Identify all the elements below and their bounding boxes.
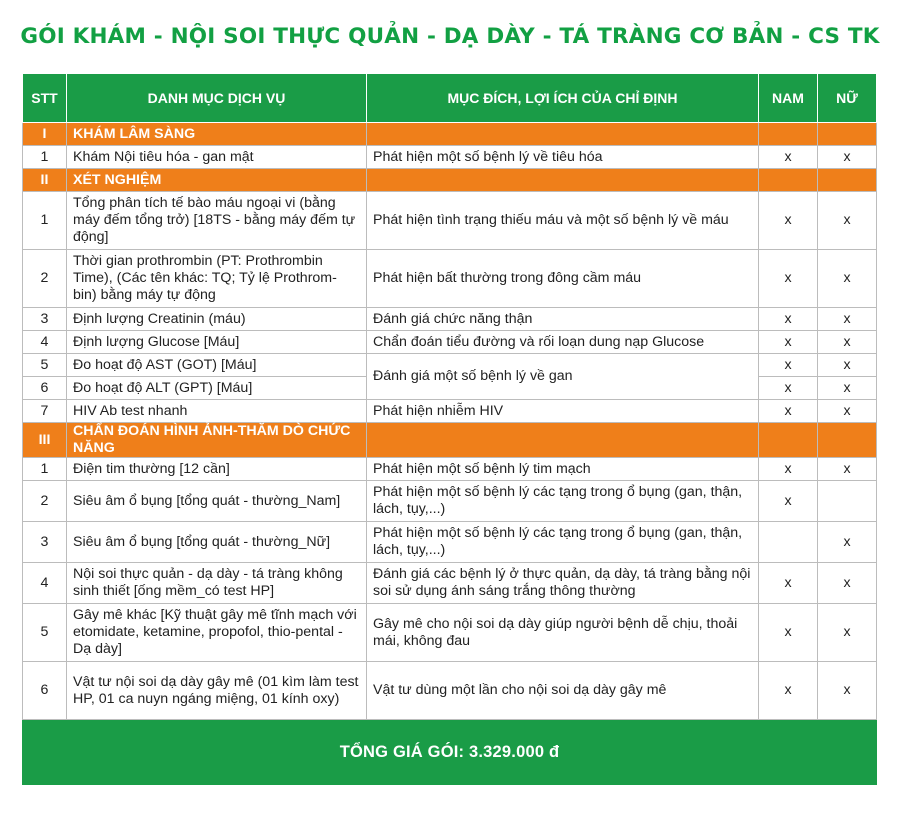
section-number: I: [23, 123, 67, 146]
row-service: Vật tư nội soi dạ dày gây mê (01 kìm làm test HP, 01 ca nuyn ngáng miệng, 01 kính oxy): [67, 662, 367, 720]
header-service: DANH MỤC DỊCH VỤ: [67, 74, 367, 123]
row-stt: 3: [23, 308, 67, 331]
table-row: [23, 250, 877, 308]
row-stt: 4: [23, 563, 67, 604]
table-row: [23, 192, 877, 250]
table-row: [23, 308, 877, 331]
row-purpose: Phát hiện một số bệnh lý tim mạch: [367, 458, 759, 481]
row-purpose: Gây mê cho nội soi dạ dày giúp người bệnh dễ chịu, thoải mái, không đau: [367, 604, 759, 662]
row-stt: 2: [23, 250, 67, 308]
row-male: x: [759, 563, 818, 604]
header-purpose: MỤC ĐÍCH, LỢI ÍCH CỦA CHỈ ĐỊNH: [367, 74, 759, 123]
row-female: x: [818, 604, 877, 662]
row-female: x: [818, 146, 877, 169]
row-service: Gây mê khác [Kỹ thuật gây mê tĩnh mạch với etomidate, ketamine, propofol, thio-pental - Dạ dày]: [67, 604, 367, 662]
row-male: x: [759, 192, 818, 250]
row-purpose: Phát hiện một số bệnh lý các tạng trong ổ bụng (gan, thận, lách, tụy,...): [367, 481, 759, 522]
row-male: x: [759, 308, 818, 331]
row-stt: 1: [23, 458, 67, 481]
header-female: NỮ: [818, 74, 877, 123]
row-stt: 1: [23, 146, 67, 169]
row-female: x: [818, 192, 877, 250]
row-service: HIV Ab test nhanh: [67, 400, 367, 423]
table-row: [23, 481, 877, 522]
row-female: [818, 481, 877, 522]
row-male: x: [759, 331, 818, 354]
row-service: Định lượng Creatinin (máu): [67, 308, 367, 331]
row-male: x: [759, 481, 818, 522]
header-male: NAM: [759, 74, 818, 123]
row-purpose: Phát hiện một số bệnh lý các tạng trong ổ bụng (gan, thận, lách, tụy,...): [367, 522, 759, 563]
row-male: x: [759, 250, 818, 308]
total-price: TỔNG GIÁ GÓI: 3.329.000 đ: [23, 720, 877, 785]
table-row: [23, 522, 877, 563]
section-row: [23, 123, 877, 146]
row-service: Điện tim thường [12 cần]: [67, 458, 367, 481]
row-purpose: Phát hiện một số bệnh lý về tiêu hóa: [367, 146, 759, 169]
row-purpose: Chẩn đoán tiểu đường và rối loạn dung nạp Glucose: [367, 331, 759, 354]
row-service: Đo hoạt độ AST (GOT) [Máu]: [67, 354, 367, 377]
row-purpose: Vật tư dùng một lần cho nội soi dạ dày gây mê: [367, 662, 759, 720]
section-name: XÉT NGHIỆM: [67, 169, 367, 192]
row-service: Đo hoạt độ ALT (GPT) [Máu]: [67, 377, 367, 400]
row-female: x: [818, 458, 877, 481]
table-row: [23, 400, 877, 423]
row-female: x: [818, 250, 877, 308]
table-header-row: [23, 74, 877, 123]
row-female: x: [818, 354, 877, 377]
table-row: [23, 331, 877, 354]
section-row: [23, 169, 877, 192]
row-purpose: Đánh giá các bệnh lý ở thực quản, dạ dày, tá tràng bằng nội soi sử dụng ánh sáng trắng thông thường: [367, 563, 759, 604]
total-row: [23, 720, 877, 785]
row-purpose: Phát hiện nhiễm HIV: [367, 400, 759, 423]
table-row: [23, 604, 877, 662]
row-male: x: [759, 604, 818, 662]
table-row: [23, 458, 877, 481]
row-female: x: [818, 331, 877, 354]
row-stt: 5: [23, 354, 67, 377]
row-stt: 5: [23, 604, 67, 662]
row-service: Định lượng Glucose [Máu]: [67, 331, 367, 354]
table-row: [23, 662, 877, 720]
row-stt: 7: [23, 400, 67, 423]
row-purpose: Đánh giá chức năng thận: [367, 308, 759, 331]
row-male: x: [759, 377, 818, 400]
section-row: [23, 423, 877, 458]
service-table: [22, 73, 877, 785]
row-female: x: [818, 522, 877, 563]
row-service: Khám Nội tiêu hóa - gan mật: [67, 146, 367, 169]
row-female: x: [818, 662, 877, 720]
row-male: x: [759, 146, 818, 169]
row-purpose: Phát hiện bất thường trong đông cầm máu: [367, 250, 759, 308]
row-male: [759, 522, 818, 563]
section-number: II: [23, 169, 67, 192]
row-purpose: Phát hiện tình trạng thiếu máu và một số bệnh lý về máu: [367, 192, 759, 250]
header-stt: STT: [23, 74, 67, 123]
row-service: Siêu âm ổ bụng [tổng quát - thường_Nam]: [67, 481, 367, 522]
page-title: GÓI KHÁM - NỘI SOI THỰC QUẢN - DẠ DÀY - TÁ TRÀNG CƠ BẢN - CS TK: [20, 24, 880, 49]
table-row: [23, 354, 877, 377]
row-male: x: [759, 662, 818, 720]
section-name: CHẨN ĐOÁN HÌNH ẢNH-THĂM DÒ CHỨC NĂNG: [67, 423, 367, 458]
row-service: Siêu âm ổ bụng [tổng quát - thường_Nữ]: [67, 522, 367, 563]
row-male: x: [759, 458, 818, 481]
row-stt: 4: [23, 331, 67, 354]
row-female: x: [818, 563, 877, 604]
row-stt: 3: [23, 522, 67, 563]
row-service: Nội soi thực quản - dạ dày - tá tràng không sinh thiết [ống mềm_có test HP]: [67, 563, 367, 604]
table-row: [23, 146, 877, 169]
row-female: x: [818, 308, 877, 331]
row-service: Tổng phân tích tế bào máu ngoại vi (bằng máy đếm tổng trở) [18TS - bằng máy đếm tự động]: [67, 192, 367, 250]
row-female: x: [818, 400, 877, 423]
row-stt: 1: [23, 192, 67, 250]
table-row: [23, 563, 877, 604]
section-number: III: [23, 423, 67, 458]
row-purpose: Đánh giá một số bệnh lý về gan: [367, 354, 759, 400]
row-service: Thời gian prothrombin (PT: Prothrombin Time), (Các tên khác: TQ; Tỷ lệ Prothrom-bin) bằng máy tự động: [67, 250, 367, 308]
row-stt: 6: [23, 662, 67, 720]
row-male: x: [759, 354, 818, 377]
section-name: KHÁM LÂM SÀNG: [67, 123, 367, 146]
row-stt: 2: [23, 481, 67, 522]
row-female: x: [818, 377, 877, 400]
row-male: x: [759, 400, 818, 423]
row-stt: 6: [23, 377, 67, 400]
